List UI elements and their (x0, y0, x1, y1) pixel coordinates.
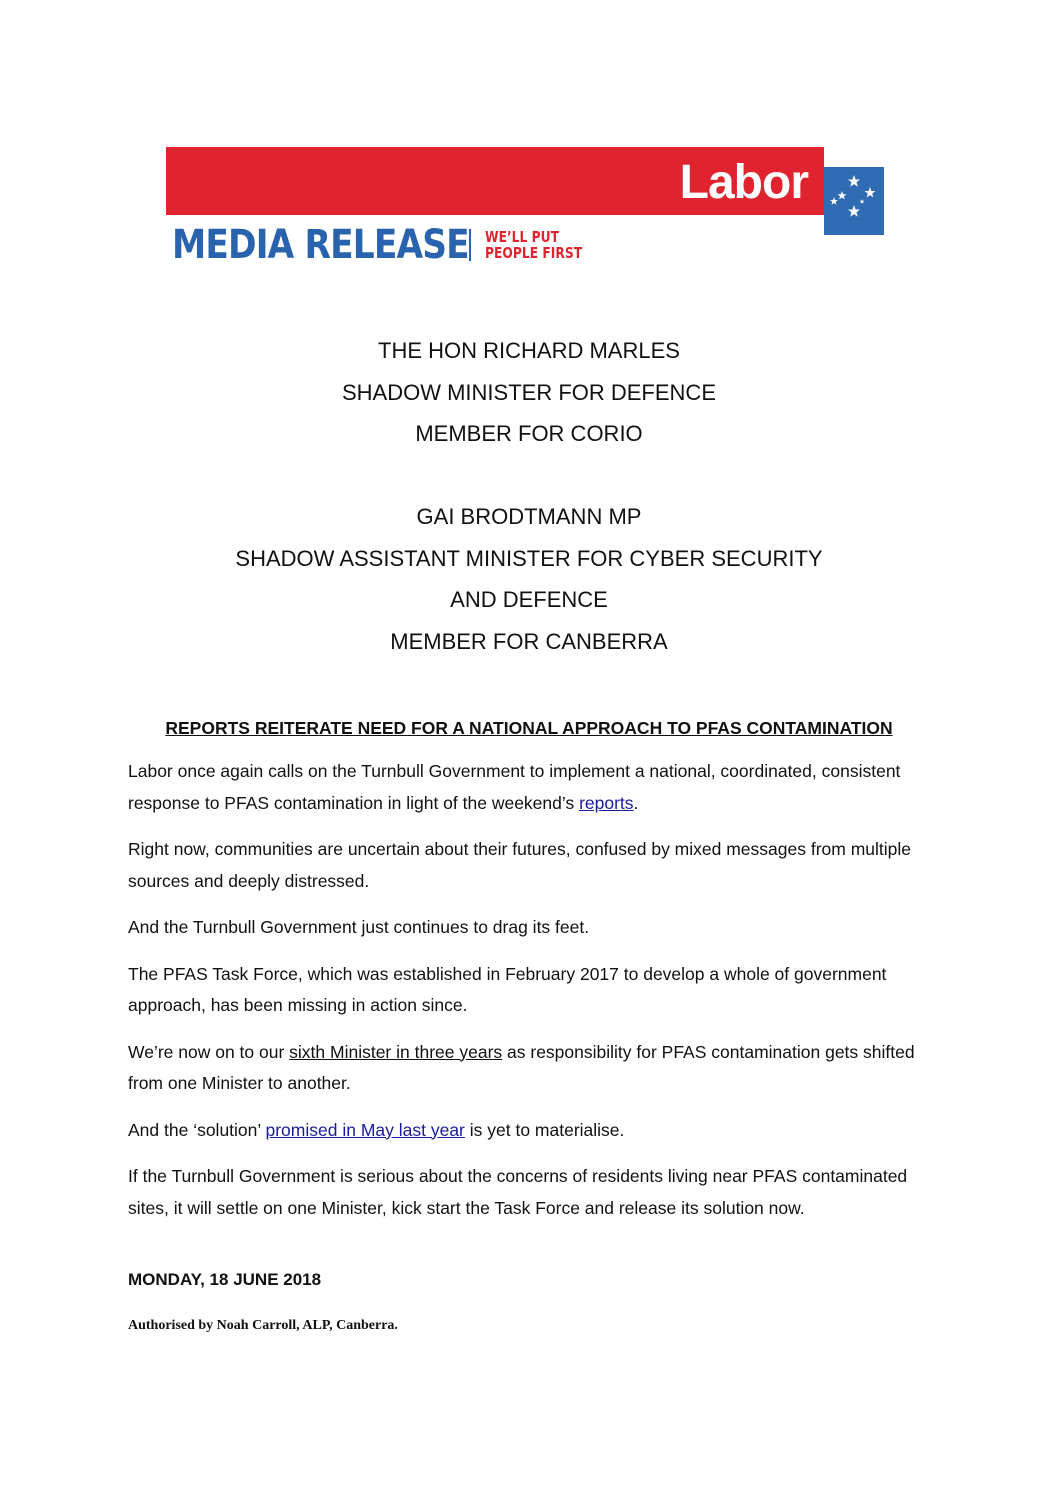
southern-cross-icon (824, 167, 884, 235)
header-line: MEMBER FOR CORIO (415, 421, 643, 446)
labor-logo-text: Labor (679, 156, 808, 209)
banner-divider (469, 229, 471, 261)
release-title: REPORTS REITERATE NEED FOR A NATIONAL APPROACH TO PFAS CONTAMINATION (165, 718, 893, 738)
release-date: MONDAY, 18 JUNE 2018 (128, 1270, 322, 1289)
header-line: MEMBER FOR CANBERRA (390, 628, 668, 654)
paragraph-text: . (633, 792, 639, 813)
underlined-phrase: sixth Minister in three years (289, 1041, 503, 1062)
release-body (128, 756, 938, 1239)
paragraph (128, 1037, 938, 1100)
minister-header-2 (0, 496, 1058, 662)
paragraph-text: is yet to materialise. (464, 1119, 625, 1140)
paragraph: The PFAS Task Force, which was established in February 2017 to develop a whole of government approach, has been missing in action since. (128, 963, 887, 1015)
header-line: SHADOW ASSISTANT MINISTER FOR CYBER SECURITY (235, 545, 823, 571)
paragraph-text: Labor once again calls on the Turnbull Government to implement a national, coordinated, consistent response to PFAS contamination in light of the weekend’s (128, 761, 901, 813)
paragraph-text: We’re now on to our (128, 1041, 290, 1062)
header-line: THE HON RICHARD MARLES (378, 338, 680, 363)
header-line: GAI BRODTMANN MP (416, 504, 642, 529)
paragraph: Right now, communities are uncertain about their futures, confused by mixed messages from multiple sources and deeply distressed. (128, 839, 912, 891)
paragraph: If the Turnbull Government is serious about the concerns of residents living near PFAS contaminated sites, it will settle on one Minister, kick start the Task Force and release its solution now. (128, 1166, 908, 1218)
promised-link[interactable]: promised in May last year (265, 1119, 465, 1140)
minister-header-1 (0, 330, 1058, 455)
paragraph-text: And the ‘solution’ (128, 1119, 266, 1140)
paragraph (128, 756, 938, 819)
authorisation-statement: Authorised by Noah Carroll, ALP, Canberra. (128, 1318, 398, 1333)
paragraph-text: as responsibility for PFAS contamination gets shifted from one Minister to another. (128, 1041, 915, 1093)
tagline-line-2: PEOPLE FIRST (485, 244, 583, 262)
paragraph: And the Turnbull Government just continues to drag its feet. (128, 917, 590, 937)
media-release-banner (166, 147, 886, 267)
media-release-heading: MEDIA RELEASE (172, 222, 469, 268)
reports-link[interactable]: reports (579, 792, 634, 813)
header-line: AND DEFENCE (450, 587, 608, 612)
tagline (485, 229, 582, 261)
tagline-line-1: WE’LL PUT (485, 228, 559, 246)
paragraph (128, 1115, 938, 1147)
header-line: SHADOW MINISTER FOR DEFENCE (341, 379, 716, 405)
